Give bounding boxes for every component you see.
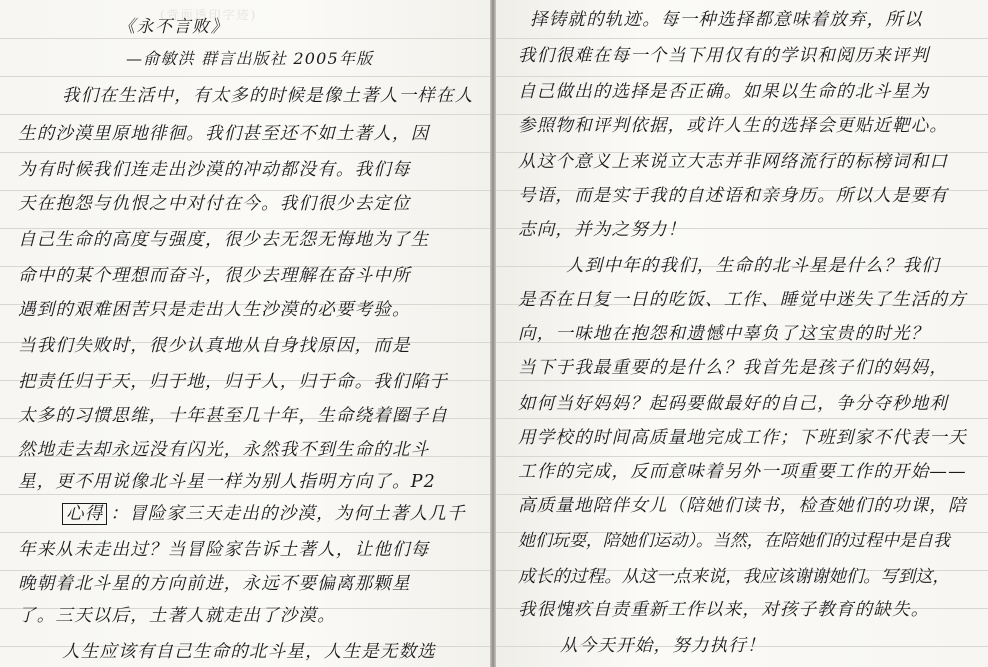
right-line-6: 号语，而是实于我的自述语和亲身历。所以人是要有 xyxy=(518,186,949,206)
author-line: —俞敏洪 群言出版社 2005年版 xyxy=(126,49,374,68)
note-line-1 xyxy=(62,500,466,525)
left-line-4: 天在抱怨与仇恨之中对付在今。我们很少去定位 xyxy=(18,194,411,214)
right-line-14: 工作的完成，反而意味着另外一项重要工作的开始—— xyxy=(518,462,967,482)
right-line-2: 我们很难在每一个当下用仅有的学识和阅历来评判 xyxy=(518,46,930,66)
note-text-1: ：冒险家三天走出的沙漠，为何土著人几千 xyxy=(110,504,466,524)
left-line-11: 然地走去却永远没有闪光，永然我不到生命的北斗 xyxy=(18,440,430,460)
right-line-5: 从这个意义上来说立大志并非网络流行的标榜词和口 xyxy=(518,152,949,172)
right-line-10: 向，一味地在抱怨和遗憾中辜负了这宝贵的时光？ xyxy=(518,324,930,344)
right-line-18: 我很愧疚自责重新工作以来，对孩子教育的缺失。 xyxy=(518,600,930,620)
note-line-4: 了。三天以后，土著人就走出了沙漠。 xyxy=(18,606,336,626)
right-line-17: 成长的过程。从这一点来说，我应该谢谢她们。写到这， xyxy=(518,567,950,587)
note-line-2: 年来从未走出过？当冒险家告诉土著人，让他们每 xyxy=(18,540,430,560)
right-line-11: 当下于我最重要的是什么？我首先是孩子们的妈妈， xyxy=(518,358,949,378)
left-line-9: 把责任归于天，归于地，归于人，归于命。我们陷于 xyxy=(18,372,449,392)
left-line-7: 遇到的艰难困苦只是走出人生沙漠的必要考验。 xyxy=(18,300,411,320)
left-line-12: 星，更不用说像北斗星一样为别人指明方向了。P2 xyxy=(18,472,437,492)
right-line-9: 是否在日复一日的吃饭、工作、睡觉中迷失了生活的方 xyxy=(518,290,967,310)
right-line-3: 自己做出的选择是否正确。如果以生命的北斗星为 xyxy=(518,82,930,102)
right-line-1: 择铸就的轨迹。每一种选择都意味着放弃，所以 xyxy=(530,10,923,30)
right-line-13: 用学校的时间高质量地完成工作；下班到家不代表一天 xyxy=(518,428,967,448)
note-line-3: 晚朝着北斗星的方向前进，永远不要偏离那颗星 xyxy=(18,574,411,594)
left-line-5: 自己生命的高度与强度，很少去无怨无悔地为了生 xyxy=(18,230,430,250)
right-line-7: 志向，并为之努力！ xyxy=(518,220,687,240)
right-line-19: 从今天开始，努力执行！ xyxy=(560,636,766,656)
left-line-3: 为有时候我们连走出沙漠的冲动都没有。我们每 xyxy=(18,160,411,180)
left-line-2: 生的沙漠里原地徘徊。我们甚至还不如土著人，因 xyxy=(18,124,430,144)
right-line-4: 参照物和评判依据，或许人生的选择会更贴近靶心。 xyxy=(518,116,949,136)
left-page xyxy=(0,0,490,667)
note-line-5: 人生应该有自己生命的北斗星，人生是无数选 xyxy=(62,642,436,662)
left-line-8: 当我们失败时，很少认真地从自身找原因，而是 xyxy=(18,336,411,356)
bleed-through-text: (背面透印字迹) xyxy=(160,8,258,22)
note-label-box: 心得 xyxy=(62,503,107,525)
right-line-8: 人到中年的我们，生命的北斗星是什么？我们 xyxy=(566,256,940,276)
left-line-6: 命中的某个理想而奋斗，很少去理解在奋斗中所 xyxy=(18,266,411,286)
right-page xyxy=(496,0,988,667)
book-title: 《永不言败》 xyxy=(118,17,229,37)
right-line-12: 如何当好妈妈？起码要做最好的自己，争分夺秒地利 xyxy=(518,394,949,414)
right-line-15: 高质量地陪伴女儿（陪她们读书，检查她们的功课，陪 xyxy=(518,496,967,516)
left-line-10: 太多的习惯思维，十年甚至几十年，生命绕着圈子自 xyxy=(18,406,449,426)
left-line-1: 我们在生活中，有太多的时候是像土著人一样在人 xyxy=(62,86,474,106)
right-line-16: 她们玩耍，陪她们运动）。当然，在陪她们的过程中是自我 xyxy=(518,530,950,550)
